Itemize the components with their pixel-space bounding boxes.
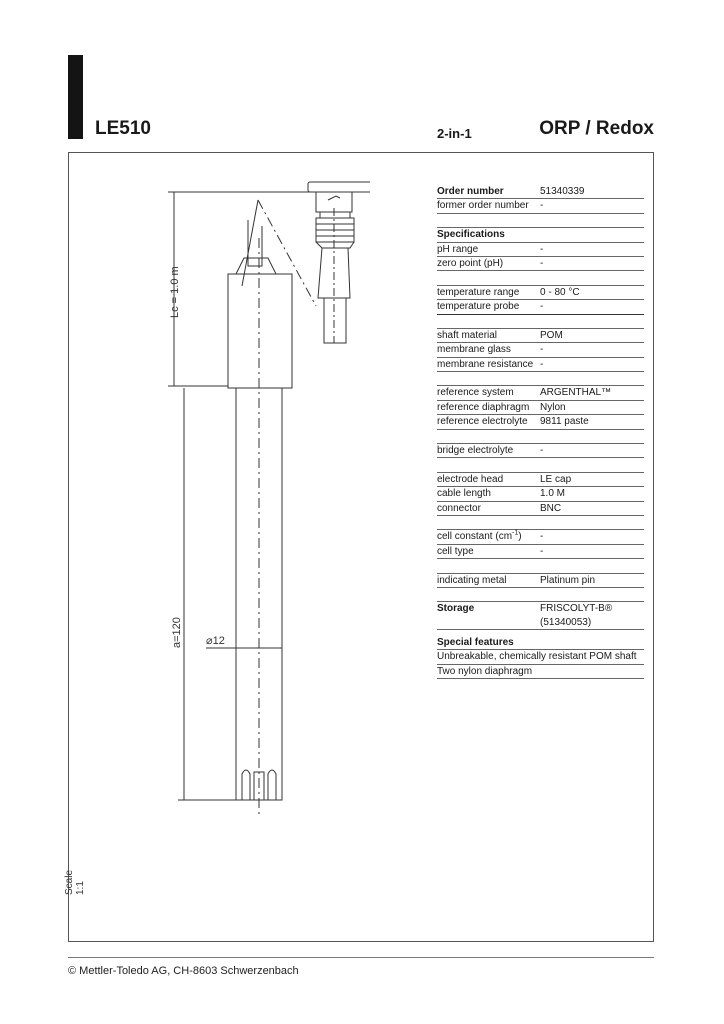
spacer (437, 430, 644, 444)
spacer (437, 271, 644, 285)
electrode-drawing (150, 178, 370, 818)
spec-value: LE cap (540, 473, 572, 485)
spec-label: reference system (437, 387, 514, 399)
spec-value: Nylon (540, 401, 566, 413)
spec-row-bridge-electrolyte (437, 444, 644, 458)
category-title: ORP / Redox (539, 118, 654, 139)
spec-label: reference diaphragm (437, 401, 530, 413)
model-title: LE510 (95, 118, 151, 139)
spec-value: - (540, 445, 544, 457)
footer-copyright: © Mettler-Toledo AG, CH-8603 Schwerzenbach (68, 965, 299, 977)
spec-row-membrane-resistance (437, 358, 644, 372)
spec-section-specifications (437, 228, 644, 242)
spec-label: shaft material (437, 329, 498, 341)
spec-row-storage (437, 602, 644, 630)
electrode-type: 2-in-1 (437, 126, 472, 141)
spec-row-cell-constant (437, 530, 644, 544)
spec-value: - (540, 257, 544, 269)
spec-value: 1.0 M (540, 488, 566, 500)
section-label: Specifications (437, 229, 505, 241)
spec-label: temperature probe (437, 301, 520, 313)
spec-row-cable-length (437, 487, 644, 501)
special-feature-item: Unbreakable, chemically resistant POM shaft (437, 650, 644, 664)
spec-value: - (540, 344, 544, 356)
special-features (437, 636, 644, 679)
spec-row-temp-probe (437, 300, 644, 314)
spec-label: bridge electrolyte (437, 445, 514, 457)
spec-value: - (540, 545, 544, 557)
spec-label: zero point (pH) (437, 257, 504, 269)
header-marker-bar (68, 55, 83, 139)
spacer (437, 315, 644, 329)
spacer (437, 214, 644, 228)
spacer (437, 559, 644, 573)
spec-row-temp-range (437, 286, 644, 300)
spec-label: membrane glass (437, 344, 511, 356)
shaft-length-label: a=120 (171, 617, 183, 648)
spec-value: - (540, 358, 544, 370)
spec-label: cable length (437, 488, 491, 500)
spec-label: temperature range (437, 286, 520, 298)
spec-value: - (540, 301, 544, 313)
spec-value: POM (540, 329, 563, 341)
spec-label: reference electrolyte (437, 416, 528, 428)
spacer (437, 588, 644, 602)
spec-value: - (540, 531, 544, 543)
spec-row-membrane-glass (437, 343, 644, 357)
spec-value: FRISCOLYT-B® (51340053) (540, 603, 613, 628)
spacer (437, 458, 644, 472)
spec-label: former order number (437, 200, 529, 212)
special-features-title: Special features (437, 636, 644, 650)
spec-value: BNC (540, 502, 562, 514)
spec-row-former-order (437, 199, 644, 213)
spec-row-shaft-material (437, 329, 644, 343)
scale-label: Scale 1:1 (64, 869, 86, 895)
spec-row-connector (437, 502, 644, 516)
spec-label: cell constant $(cm^{-1})$ (437, 530, 522, 543)
bnc-cap (308, 182, 370, 192)
spec-row-reference-system (437, 386, 644, 400)
diameter-label: ⌀12 (206, 635, 225, 647)
spec-row-electrode-head (437, 473, 644, 487)
spec-row-reference-electrolyte (437, 415, 644, 429)
spec-row-ph-range (437, 243, 644, 257)
spec-label: cell type (437, 545, 474, 557)
spec-value: 0 - 80 °C (540, 286, 580, 298)
spec-row-zero-point (437, 257, 644, 271)
electrode-head (228, 274, 292, 388)
spec-value: 9811 paste (540, 416, 589, 428)
special-feature-item: Two nylon diaphragm (437, 665, 644, 679)
spec-value: Platinum pin (540, 574, 596, 586)
spec-row-cell-type (437, 545, 644, 559)
spec-label: Storage (437, 603, 475, 615)
spec-row-reference-diaphragm (437, 401, 644, 415)
spec-value: - (540, 200, 544, 212)
spec-label: indicating metal (437, 574, 507, 586)
spec-label: Order number (437, 186, 504, 197)
cable-length-label: Lc = 1.0 m (169, 266, 181, 318)
spec-label: membrane resistance (437, 358, 534, 370)
spec-label: connector (437, 502, 481, 514)
spec-value: ARGENTHAL™ (540, 387, 612, 399)
spec-value: 51340339 (540, 186, 585, 197)
specifications-table (437, 185, 644, 630)
spacer (437, 516, 644, 530)
footer-divider (68, 957, 654, 958)
spec-value: - (540, 243, 544, 255)
spec-label: electrode head (437, 473, 504, 485)
spec-label: pH range (437, 243, 479, 255)
spec-row-order-number (437, 185, 644, 199)
spec-row-indicating-metal (437, 574, 644, 588)
spacer (437, 372, 644, 386)
